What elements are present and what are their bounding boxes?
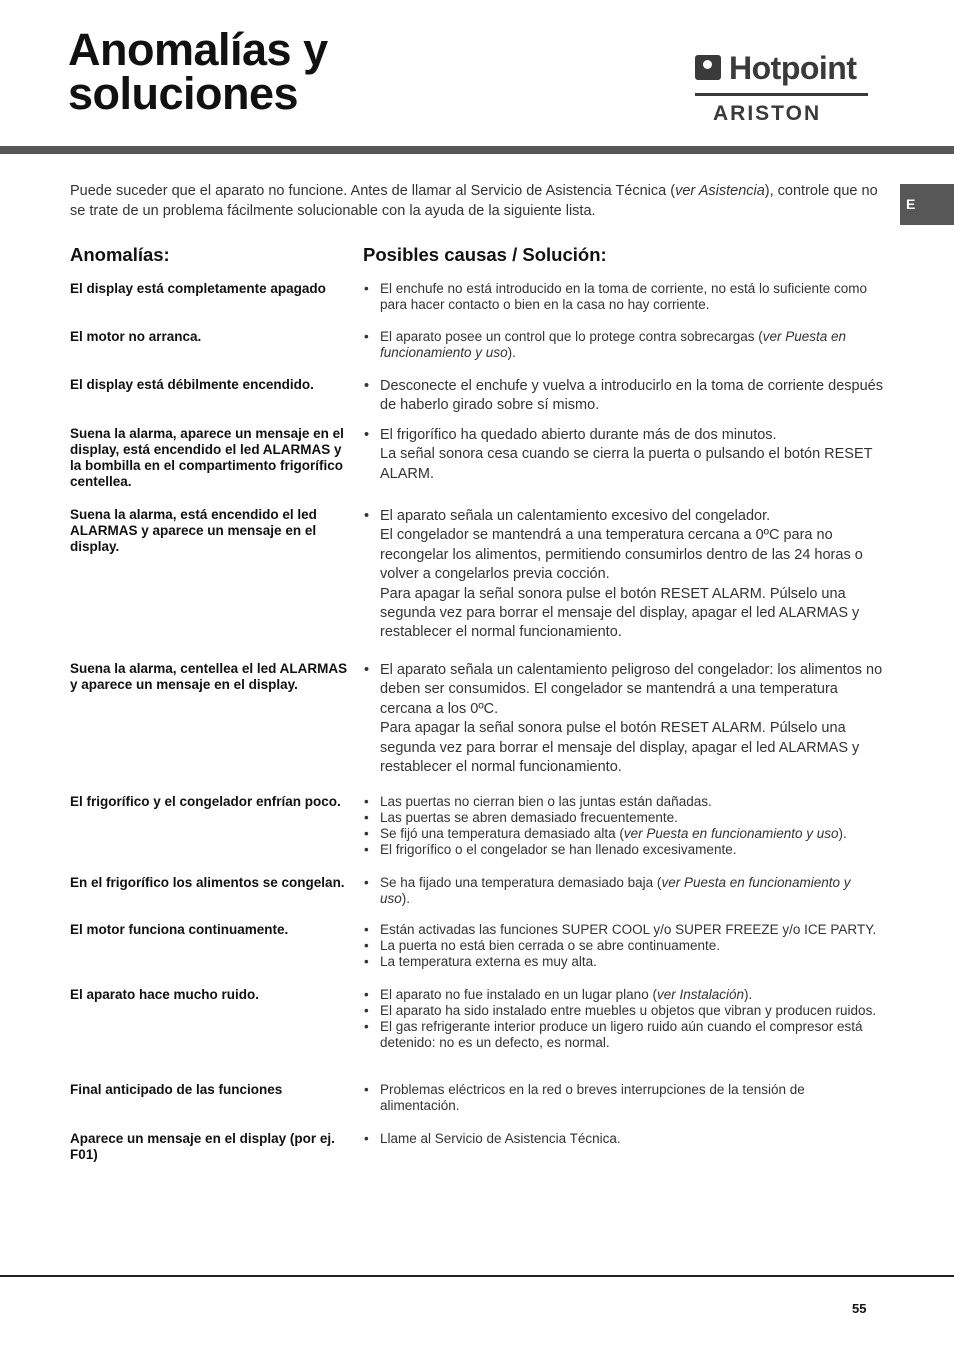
causes-list — [363, 922, 883, 970]
anomaly-label: El aparato hace mucho ruido. — [70, 987, 260, 1002]
causes-list — [363, 875, 883, 907]
cause-item: • La puerta no está bien cerrada o se abre continuamente. — [363, 938, 883, 954]
intro-text-before: Puede suceder que el aparato no funcione. Antes de llamar al Servicio de Asistencia Técnica ( — [70, 183, 676, 199]
cause-item: • La temperatura externa es muy alta. — [363, 954, 883, 970]
cause-item: • Las puertas no cierran bien o las juntas están dañadas. — [363, 794, 883, 810]
anomaly-label: El motor funciona continuamente. — [70, 922, 289, 937]
language-tab: E — [900, 184, 954, 225]
cause-reference: ver Puesta en funcionamiento y uso — [380, 875, 851, 906]
anomaly-label: Suena la alarma, aparece un mensaje en el display, está encendido el led ALARMAS y la bombilla en el compartimento frigorífico centellea. — [70, 426, 344, 489]
intro-paragraph — [70, 182, 885, 221]
anomaly-label: El display está débilmente encendido. — [70, 377, 314, 392]
cause-item: • Desconecte el enchufe y vuelva a introducirlo en la toma de corriente después de haberlo girado sobre sí mismo. — [363, 377, 883, 416]
anomalies-heading: Anomalías: — [70, 244, 170, 265]
intro-text-after: ), controle que no se trate de un problema fácilmente solucionable con la ayuda de la siguiente lista. — [70, 183, 878, 219]
anomaly-label: El frigorífico y el congelador enfrían poco. — [70, 794, 341, 809]
cause-item — [363, 826, 883, 842]
page-number: 55 — [852, 1301, 867, 1316]
brand-name: Hotpoint — [729, 50, 857, 86]
causes-list — [363, 329, 883, 361]
cause-item: • Las puertas se abren demasiado frecuentemente. — [363, 810, 883, 826]
cause-text: ). — [838, 826, 847, 841]
cause-item: • El frigorífico ha quedado abierto durante más de dos minutos. La señal sonora cesa cuando se cierra la puerta o pulsando el botón RESET ALARM. — [363, 426, 883, 484]
cause-item — [363, 329, 883, 361]
causes-list — [363, 661, 883, 777]
title-line-2: soluciones — [68, 68, 299, 119]
anomaly-label: Suena la alarma, centellea el led ALARMAS y aparece un mensaje en el display. — [70, 661, 348, 692]
anomaly-label: Final anticipado de las funciones — [70, 1082, 283, 1097]
cause-item — [363, 987, 883, 1003]
cause-text: ). — [744, 987, 753, 1002]
causes-list — [363, 281, 883, 313]
intro-reference: ver Asistencia — [675, 183, 765, 199]
anomaly-label: El motor no arranca. — [70, 329, 202, 344]
anomaly-label: El display está completamente apagado — [70, 281, 326, 296]
cause-reference: ver Instalación — [656, 987, 744, 1002]
causes-list — [363, 1131, 883, 1147]
anomaly-label: En el frigorífico los alimentos se congelan. — [70, 875, 345, 890]
cause-text: ). — [507, 345, 516, 360]
causes-list — [363, 1082, 883, 1114]
causes-list — [363, 507, 883, 643]
footer-divider — [0, 1275, 954, 1277]
cause-item: • El enchufe no está introducido en la toma de corriente, no está lo suficiente como para hacer contacto o bien en la casa no hay corriente. — [363, 281, 883, 313]
cause-item: • El aparato señala un calentamiento peligroso del congelador: los alimentos no deben ser consumidos. El congelador se mantendrá a una temperatura cercana a los 0ºC. Para apagar la señal sonora pulse el botón RESET ALARM. Púlselo una segunda vez para borrar el mensaje del display, apagar el led ALARMAS y restablecer el normal funcionamiento. — [363, 661, 883, 777]
cause-item: • Están activadas las funciones SUPER COOL y/o SUPER FREEZE y/o ICE PARTY. — [363, 922, 883, 938]
hotpoint-mark-icon — [695, 55, 721, 80]
anomaly-label: Suena la alarma, está encendido el led ALARMAS y aparece un mensaje en el display. — [70, 507, 317, 554]
page-title — [68, 24, 328, 119]
header-divider-bar — [0, 146, 954, 154]
cause-item: • El gas refrigerante interior produce un ligero ruido aún cuando el compresor está detenido: no es un defecto, es normal. — [363, 1019, 883, 1051]
cause-text: Se ha fijado una temperatura demasiado baja ( — [380, 875, 662, 890]
cause-text: El aparato no fue instalado en un lugar plano ( — [380, 987, 657, 1002]
brand-logo — [695, 52, 870, 124]
cause-item: • El aparato señala un calentamiento excesivo del congelador. El congelador se mantendrá a una temperatura cercana a 0ºC para no recongelar los alimentos, permitiendo consumirlos dentro de las 24 horas o volver a congelarlos previa cocción. Para apagar la señal sonora pulse el botón RESET ALARM. Púlselo una segunda vez para borrar el mensaje del display, apagar el led ALARMAS y restablecer el normal funcionamiento. — [363, 507, 883, 643]
cause-text: Se fijó una temperatura demasiado alta ( — [380, 826, 624, 841]
cause-reference: ver Puesta en funcionamiento y uso — [380, 329, 847, 360]
cause-text: El aparato posee un control que lo protege contra sobrecargas ( — [380, 329, 763, 344]
causes-list — [363, 794, 883, 858]
anomaly-label: Aparece un mensaje en el display (por ej. F01) — [70, 1131, 335, 1162]
causes-list — [363, 987, 883, 1051]
cause-item — [363, 875, 883, 907]
cause-item: • Problemas eléctricos en la red o breves interrupciones de la tensión de alimentación. — [363, 1082, 883, 1114]
cause-item: • El frigorífico o el congelador se han llenado excesivamente. — [363, 842, 883, 858]
causes-list — [363, 377, 883, 416]
causes-heading: Posibles causas / Solución: — [363, 244, 607, 265]
cause-reference: ver Puesta en funcionamiento y uso — [623, 826, 839, 841]
cause-text: ). — [401, 891, 411, 906]
brand-subname: ARISTON — [713, 102, 822, 125]
title-line-1: Anomalías y — [68, 24, 328, 75]
causes-list — [363, 426, 883, 484]
logo-divider — [695, 93, 868, 96]
cause-item: • Llame al Servicio de Asistencia Técnica. — [363, 1131, 883, 1147]
cause-item: • El aparato ha sido instalado entre muebles u objetos que vibran y producen ruidos. — [363, 1003, 883, 1019]
